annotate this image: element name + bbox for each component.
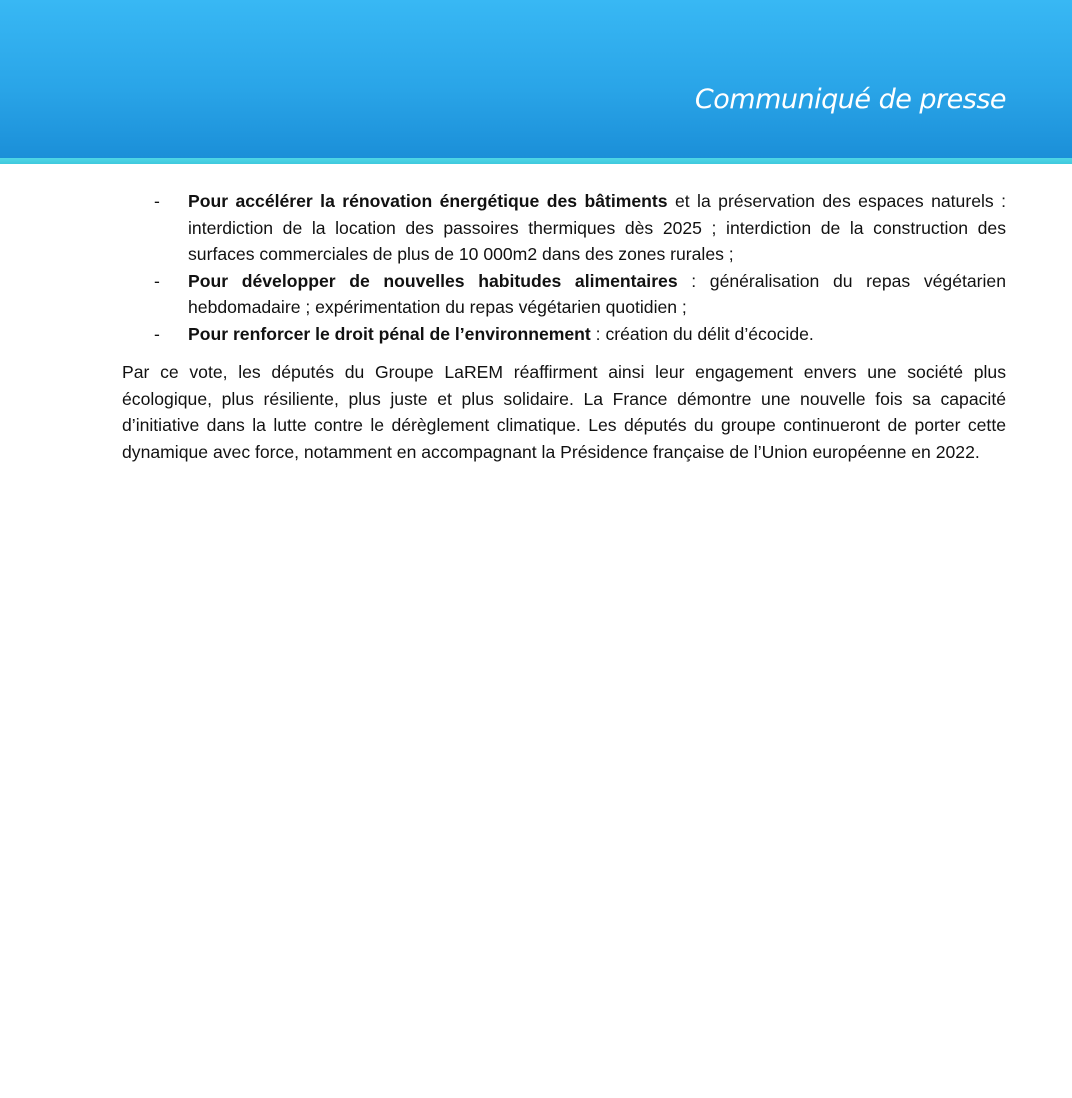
header-title: Communiqué de presse xyxy=(694,84,1006,115)
list-item-text: : généralisation du repas végétarien hebdomadaire ; expérimentation du repas végétarien quotidien ; xyxy=(188,270,1006,317)
document-body xyxy=(122,188,1006,465)
measures-list xyxy=(122,188,1006,347)
list-dash: - xyxy=(154,191,160,211)
list-item xyxy=(122,268,1006,321)
list-item-text: : création du délit d’écocide. xyxy=(590,323,814,344)
list-item-bold: Pour accélérer la rénovation énergétique des bâtiments xyxy=(188,191,668,211)
header-band xyxy=(0,0,1072,158)
header-accent-stripe xyxy=(0,158,1072,164)
list-item-text: et la préservation des espaces naturels : interdiction de la location des passoires thermiques dès 2025 ; interdiction de la construction des surfaces commerciales de plus de 10 000m2 dans des zones rurales ; xyxy=(188,191,1006,264)
list-dash: - xyxy=(154,323,160,344)
list-dash: - xyxy=(154,270,160,291)
list-item xyxy=(122,188,1006,268)
closing-paragraph: Par ce vote, les députés du Groupe LaREM réaffirment ainsi leur engagement envers une société plus écologique, plus résiliente, plus juste et plus solidaire. La France démontre une nouvelle fois sa capacité d’initiative dans la lutte contre le dérèglement climatique. Les députés du groupe continueront de porter cette dynamique avec force, notamment en accompagnant la Présidence française de l’Union européenne en 2022. xyxy=(122,362,1006,462)
list-item-bold: Pour développer de nouvelles habitudes alimentaires xyxy=(188,270,678,291)
list-item xyxy=(122,321,1006,348)
list-item-bold: Pour renforcer le droit pénal de l’environnement xyxy=(188,323,591,344)
